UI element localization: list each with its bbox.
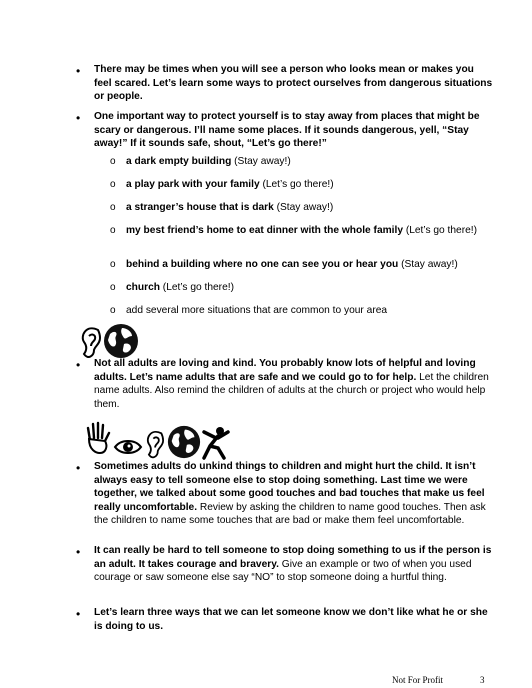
sub-item-3-normal: (Stay away!) — [273, 202, 334, 213]
paragraph-1 — [94, 63, 494, 104]
paragraph-6 — [94, 606, 494, 633]
paragraph-4-normal: Review by asking the children to name good touches. Then ask the children to name some touches that are bad or make them feel uncomfortable. — [94, 501, 486, 527]
sub-item-1-normal: (Stay away!) — [231, 156, 291, 167]
paragraph-3-normal: Let the children name adults. Also remind the children of adults at the church or project who would help them. — [94, 371, 489, 410]
paragraph-1-bold: There may be times when you will see a person who looks mean or makes you feel scared. Let’s learn some ways to protect ourselves from dangerous situations or people. — [94, 64, 493, 103]
sub-item-3-bold: a stranger’s house that is dark — [126, 202, 274, 213]
sub-item-6-normal: (Let’s go there!) — [159, 282, 234, 293]
bullet-marker: • — [76, 111, 81, 125]
sub-item-2-bold: a play park with your family — [126, 179, 260, 190]
page-number: 3 — [480, 675, 485, 685]
sub-marker: o — [110, 259, 116, 270]
sub-item-6 — [126, 281, 486, 295]
eye-icon — [113, 438, 143, 456]
sub-marker: o — [110, 156, 116, 167]
sub-item-2 — [126, 178, 486, 192]
hand-icon — [84, 420, 112, 454]
footer-label: Not For Profit — [392, 675, 444, 685]
globe-icon — [166, 424, 202, 460]
sub-item-6-bold: church — [126, 282, 160, 293]
bullet-marker: • — [76, 358, 81, 372]
sub-marker: o — [110, 179, 116, 190]
paragraph-5-bold: It can really be hard to tell someone to stop doing something to us if the person is an adult. It takes courage and bravery. — [94, 545, 492, 570]
paragraph-3 — [94, 357, 494, 411]
globe-icon — [102, 322, 140, 360]
paragraph-4-bold: Sometimes adults do unkind things to children and might hurt the child. It isn’t always easy to tell someone else to stop doing something. Last time we were together, we talked about some good touches and bad touches that make us feel really uncomfortable. — [94, 461, 485, 513]
bullet-marker: • — [76, 64, 81, 78]
sub-item-4 — [126, 224, 486, 238]
sub-item-5-normal: (Stay away!) — [398, 259, 458, 270]
paragraph-5 — [94, 544, 494, 585]
sub-marker: o — [110, 225, 116, 236]
sub-item-4-bold: my best friend’s home to eat dinner with the whole family — [126, 225, 403, 236]
paragraph-2 — [94, 110, 494, 151]
sub-item-4-normal: (Let’s go there!) — [403, 225, 477, 236]
sub-item-7 — [126, 304, 486, 318]
bullet-marker: • — [76, 545, 81, 559]
paragraph-3-bold: Not all adults are loving and kind. You probably know lots of helpful and loving adults. Let’s name adults that are safe and we could go to for help. — [94, 358, 476, 383]
paragraph-6-bold: Let’s learn three ways that we can let someone know we don’t like what he or she is doing to us. — [94, 607, 488, 632]
sub-item-2-normal: (Let’s go there!) — [259, 179, 334, 190]
sub-item-7-normal: add several more situations that are common to your area — [126, 305, 388, 316]
paragraph-5-normal: Give an example or two of when you used courage or saw someone else say “NO” to stop someone doing a hurtful thing. — [94, 558, 472, 584]
sub-marker: o — [110, 202, 116, 213]
bullet-marker: • — [76, 607, 81, 621]
sub-item-5 — [126, 258, 486, 272]
sub-item-3 — [126, 201, 486, 215]
sub-item-5-bold: behind a building where no one can see you or hear you — [126, 259, 399, 270]
paragraph-4 — [94, 460, 494, 528]
paragraph-2-bold: One important way to protect yourself is to stay away from places that might be scary or dangerous. I’ll name some places. If it sounds dangerous, yell, “Stay away!” If it sounds safe, shout, “Let’s go there!” — [94, 111, 480, 150]
sub-item-1-bold: a dark empty building — [126, 156, 232, 167]
sub-marker: o — [110, 305, 116, 316]
bullet-marker: • — [76, 461, 81, 475]
sub-marker: o — [110, 282, 116, 293]
stretching-person-icon — [198, 426, 232, 460]
sub-item-1 — [126, 155, 486, 169]
